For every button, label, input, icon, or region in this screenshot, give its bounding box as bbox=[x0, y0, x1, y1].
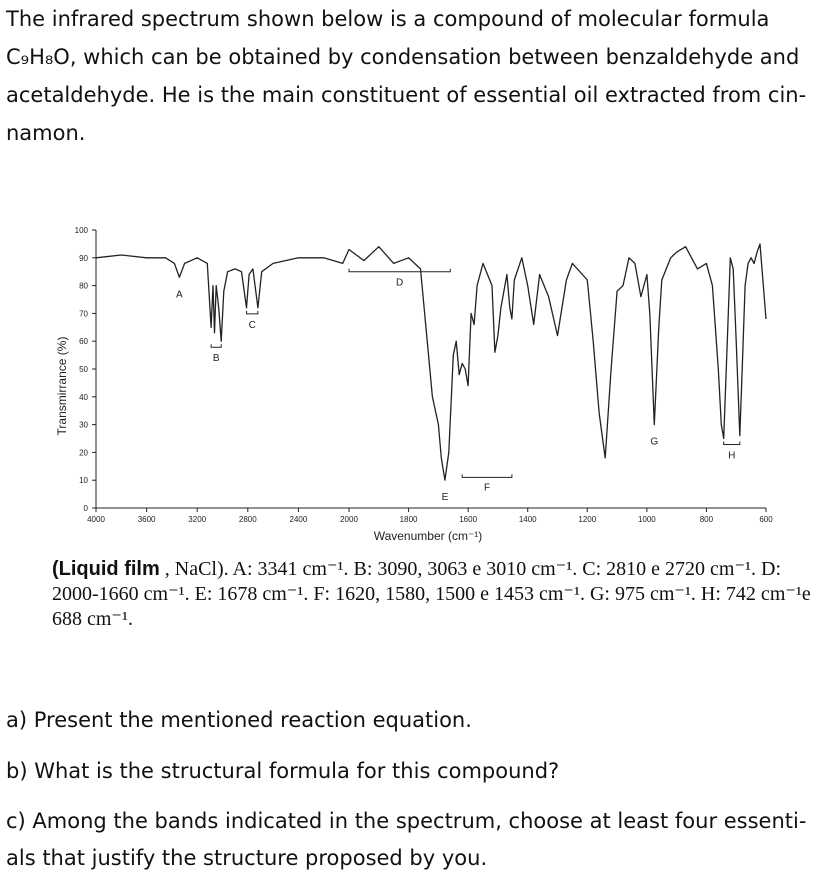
caption-band-list: , NaCl). A: 3341 cm⁻¹. B: 3090, 3063 e 3010 cm⁻¹. C: 2810 e 2720 cm⁻¹. D: 2000-1660 cm⁻¹. E: 1678 cm⁻¹. F: 1620, 1580, 1500 e 1453 cm⁻¹. G: 975 cm⁻¹. H: 742 cm⁻¹e 688 cm⁻¹. bbox=[52, 558, 811, 630]
band-bracket bbox=[247, 311, 258, 314]
y-tick-label: 20 bbox=[79, 448, 88, 458]
question-c: c) Among the bands indicated in the spectrum, choose at least four essenti-als that justify the structure proposed by you. bbox=[6, 809, 807, 870]
band-label: G bbox=[650, 436, 659, 448]
band-bracket bbox=[211, 344, 221, 347]
y-tick-label: 80 bbox=[79, 281, 88, 291]
caption-liquid-film: (Liquid film bbox=[52, 558, 160, 580]
question-b: b) What is the structural formula for this compound? bbox=[6, 759, 560, 783]
x-tick-label: 3200 bbox=[188, 515, 207, 524]
x-axis-title: Wavenumber (cm⁻¹) bbox=[373, 529, 483, 543]
x-tick-label: 800 bbox=[699, 515, 714, 524]
y-tick-label: 0 bbox=[83, 504, 88, 513]
y-tick-label: 30 bbox=[79, 420, 88, 430]
y-tick-label: 50 bbox=[79, 365, 88, 374]
band-annotations bbox=[176, 269, 740, 504]
x-tick-label: 2000 bbox=[340, 515, 358, 524]
band-label: C bbox=[248, 319, 256, 331]
intro-paragraph: The infrared spectrum shown below is a compound of molecular formula C₉H₈O, which can be obtained by condensation between benzaldehyde and acetaldehyde. He is the main constituent of essential oil extracted from cin-namon. bbox=[6, 7, 807, 145]
x-tick-label: 600 bbox=[759, 515, 773, 524]
band-bracket bbox=[462, 474, 512, 477]
band-bracket bbox=[724, 442, 740, 445]
band-label: A bbox=[176, 289, 183, 301]
y-axis-ticks bbox=[75, 226, 96, 513]
x-tick-label: 1000 bbox=[637, 515, 656, 524]
band-label: D bbox=[396, 277, 404, 289]
question-a: a) Present the mentioned reaction equation. bbox=[6, 708, 472, 732]
band-label: F bbox=[484, 482, 491, 494]
spectrum-caption bbox=[52, 557, 812, 632]
x-tick-label: 1800 bbox=[399, 515, 418, 524]
x-tick-label: 1400 bbox=[518, 515, 537, 524]
x-tick-label: 2800 bbox=[238, 515, 257, 524]
y-tick-label: 40 bbox=[79, 392, 88, 402]
band-bracket bbox=[349, 269, 450, 272]
y-axis-title: Transmirrance (%) bbox=[55, 336, 69, 436]
y-tick-label: 60 bbox=[79, 337, 88, 347]
ir-spectrum-chart bbox=[0, 218, 826, 553]
x-tick-label: 1200 bbox=[578, 515, 597, 524]
x-tick-label: 2400 bbox=[289, 515, 308, 524]
x-tick-label: 1600 bbox=[459, 515, 478, 524]
band-label: E bbox=[441, 492, 449, 504]
band-label: B bbox=[212, 353, 220, 365]
band-label: H bbox=[728, 450, 736, 462]
x-axis-ticks bbox=[87, 508, 773, 524]
x-tick-label: 3600 bbox=[137, 515, 156, 524]
spectrum-line bbox=[96, 244, 766, 480]
y-tick-label: 70 bbox=[79, 309, 88, 319]
y-tick-label: 90 bbox=[79, 253, 88, 263]
y-tick-label: 10 bbox=[79, 476, 88, 486]
x-tick-label: 4000 bbox=[87, 515, 105, 524]
y-tick-label: 100 bbox=[74, 226, 88, 235]
